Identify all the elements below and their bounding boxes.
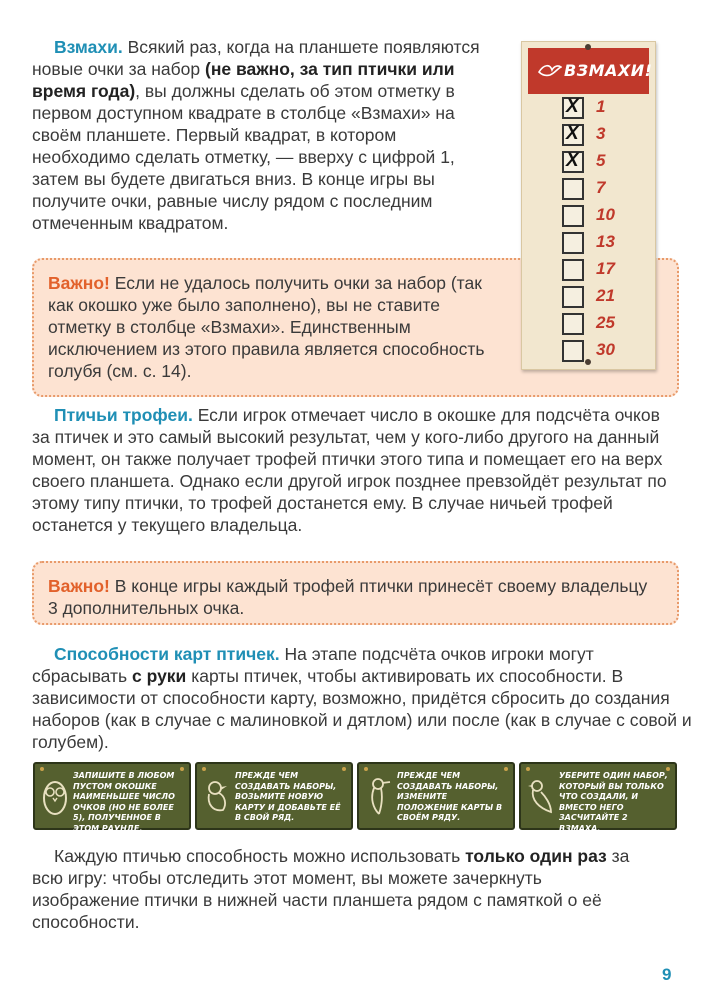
trophies-paragraph: Птичьи трофеи. Если игрок отмечает число в окошке для подсчёта очков за птичек и это самый высокий результат, чем у кого-либо другого на данный момент, он также получает трофей птички этого типа и помещает его на верх своего планшета. Однако если другой игрок позднее превзойдёт результат по этому типу птички, то трофей достанется ему. В случае ничьей трофей останется у текущего владельца. bbox=[32, 405, 667, 535]
checkbox bbox=[562, 124, 584, 146]
checkbox bbox=[562, 340, 584, 362]
card-text: ЗАПИШИТЕ В ЛЮБОМ ПУСТОМ ОКОШКЕ НАИМЕНЬШЕЕ ЧИСЛО ОЧКОВ (НО НЕ БОЛЕЕ 5), ПОЛУЧЕННОЕ В ЭТОМ РАУНДЕ. bbox=[73, 771, 175, 833]
sheet-number: 25 bbox=[596, 313, 615, 332]
important-label: Важно! bbox=[48, 273, 110, 293]
checkbox bbox=[562, 151, 584, 173]
ability-card-woodpecker bbox=[357, 762, 515, 830]
sheet-number: 30 bbox=[596, 340, 615, 359]
abilities-paragraph: Способности карт птичек. На этапе подсчёта очков игроки могут сбрасывать с руки карты птичек, чтобы активировать их способности. В зависимости от способности карту, возможно, придётся сбросить до создания наборов (как в случае с малиновкой и дятлом) или после (как в случае с совой и голубем). bbox=[32, 644, 692, 752]
check-mark: X bbox=[566, 123, 579, 144]
sheet-number: 7 bbox=[596, 178, 606, 197]
sheet-number: 13 bbox=[596, 232, 615, 251]
vzmahi-paragraph: Взмахи. Всякий раз, когда на планшете появляются новые очки за набор (не важно, за тип птички или время года), вы должны сделать об этом отметку в первом доступном квадрате в столбце «Взмахи» на своём планшете. Первый квадрат, в котором необходимо сделать отметку, — вверху с цифрой 1, затем вы будете двигаться вниз. В конце игры вы получите очки, равные числу рядом с последним отмеченным квадратом. bbox=[32, 37, 480, 233]
sheet-number: 1 bbox=[596, 97, 606, 116]
sheet-row bbox=[562, 97, 642, 119]
page-number: 9 bbox=[662, 965, 672, 984]
owl-icon bbox=[41, 774, 69, 818]
sheet-row bbox=[562, 313, 642, 335]
woodpecker-icon bbox=[365, 774, 393, 818]
sheet-number: 3 bbox=[596, 124, 606, 143]
sheet-banner bbox=[528, 48, 653, 94]
sheet-row bbox=[562, 232, 642, 254]
important-note-2: Важно! В конце игры каждый трофей птички принесёт своему владельцу 3 дополнительных очка. bbox=[32, 561, 679, 625]
checkbox bbox=[562, 205, 584, 227]
checkbox bbox=[562, 259, 584, 281]
checkbox bbox=[562, 232, 584, 254]
sheet-number: 10 bbox=[596, 205, 615, 224]
checkbox bbox=[562, 97, 584, 119]
card-text: УБЕРИТЕ ОДИН НАБОР, КОТОРЫЙ ВЫ ТОЛЬКО ЧТО СОЗДАЛИ, И ВМЕСТО НЕГО ЗАСЧИТАЙТЕ 2 ВЗМАХА. bbox=[559, 771, 668, 833]
sheet-row bbox=[562, 151, 642, 173]
sheet-row bbox=[562, 340, 642, 362]
sheet-number: 21 bbox=[596, 286, 615, 305]
ability-card-owl bbox=[33, 762, 191, 833]
ability-card-pigeon bbox=[519, 762, 677, 833]
vzmahi-score-sheet bbox=[521, 41, 656, 370]
important-note-1: Важно! Если не удалось получить очки за набор (так как окошко уже было заполнено), вы не ставите отметку в столбце «Взмахи». Единственным исключением из этого правила является способность голубя (см. с. 14). bbox=[32, 258, 679, 397]
ability-card-robin bbox=[195, 762, 353, 830]
sheet-row bbox=[562, 259, 642, 281]
pin-icon bbox=[585, 44, 591, 50]
card-text: ПРЕЖДЕ ЧЕМ СОЗДАВАТЬ НАБОРЫ, ВОЗЬМИТЕ НОВУЮ КАРТУ И ДОБАВЬТЕ ЕЁ В СВОЙ РЯД. bbox=[235, 771, 341, 822]
card-text: ПРЕЖДЕ ЧЕМ СОЗДАВАТЬ НАБОРЫ, ИЗМЕНИТЕ ПОЛОЖЕНИЕ КАРТЫ В СВОЁМ РЯДУ. bbox=[397, 771, 503, 822]
sheet-row bbox=[562, 286, 642, 308]
important-label: Важно! bbox=[48, 576, 110, 596]
check-mark: X bbox=[566, 150, 579, 171]
sheet-row bbox=[562, 124, 642, 146]
robin-icon bbox=[203, 774, 231, 818]
sheet-title: ВЗМАХИ! bbox=[564, 61, 653, 80]
sheet-row bbox=[562, 178, 642, 200]
sheet-row bbox=[562, 205, 642, 227]
pigeon-icon bbox=[527, 774, 555, 818]
trophies-heading: Птичьи трофеи. bbox=[54, 405, 193, 425]
checkbox bbox=[562, 286, 584, 308]
check-mark: X bbox=[566, 96, 579, 117]
sheet-number: 17 bbox=[596, 259, 615, 278]
vzmahi-heading: Взмахи. bbox=[54, 37, 123, 57]
sheet-number: 5 bbox=[596, 151, 606, 170]
bird-wings-icon bbox=[538, 62, 562, 80]
checkbox bbox=[562, 178, 584, 200]
final-paragraph: Каждую птичью способность можно использовать только один раз за всю игру: чтобы отследить этот момент, вы можете зачеркнуть изображение птички в нижней части планшета рядом с памяткой о её способности. bbox=[32, 846, 630, 932]
checkbox bbox=[562, 313, 584, 335]
abilities-heading: Способности карт птичек. bbox=[54, 644, 280, 664]
